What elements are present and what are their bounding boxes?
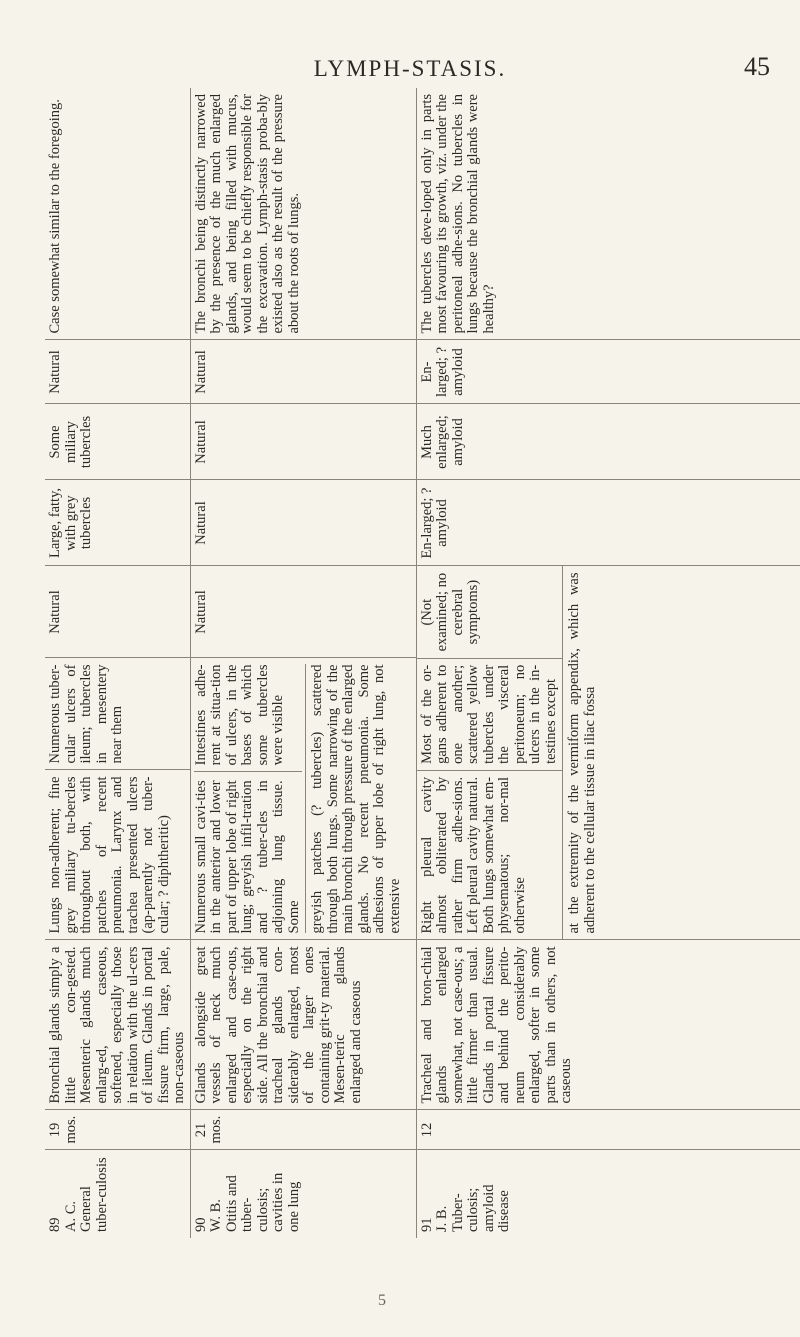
case-text: 89 A. C. General tuber-culosis bbox=[47, 1157, 110, 1232]
column-7-text: Large, fatty, with grey tubercles bbox=[47, 487, 94, 559]
duration-cell bbox=[45, 1110, 190, 1150]
case-cell bbox=[45, 1150, 190, 1238]
lungs-intestines-column6-cell bbox=[416, 566, 800, 940]
duration-text: 12 bbox=[418, 1122, 435, 1138]
column-7-cell bbox=[416, 480, 800, 566]
page-header bbox=[0, 52, 800, 92]
column-7-cell bbox=[190, 480, 416, 566]
page-number: 45 bbox=[744, 52, 770, 81]
column-8-cell bbox=[416, 404, 800, 480]
remarks-cell bbox=[416, 88, 800, 340]
table-row bbox=[416, 88, 800, 1238]
column-8-cell bbox=[190, 404, 416, 480]
duration-text: 19 mos. bbox=[47, 1115, 79, 1144]
column-9-cell bbox=[45, 340, 190, 404]
glands-text: Glands alongside great vessels of neck much enlarged and case-ous, especially on the right side. All the bronchial and tracheal glands con-siderably enlarged, most of the larger ones containing grit-ty material. Mesen-teric glands enlarged and caseous bbox=[192, 946, 364, 1104]
glands-text: Tracheal and bron-chial glands enlarged somewhat, not case-ous; a little firmer than usual. Glands in portal fissure and behind the perito-neum considerably enlarged, softer in some parts than in others, not caseous bbox=[418, 946, 574, 1104]
column-9-text: Natural bbox=[192, 350, 209, 394]
column-7-text: En-larged; ? amyloid bbox=[418, 487, 450, 559]
glands-cell bbox=[190, 940, 416, 1110]
lungs-intestines-split bbox=[194, 665, 307, 934]
remarks-text: The tubercles deve-loped only in parts most favouring its growth, viz. under the peritoneal adhe-sions. No tubercles in lungs because the bronchial glands were healthy? bbox=[418, 94, 497, 334]
remarks-cell bbox=[45, 88, 190, 340]
case-cell bbox=[190, 1150, 416, 1238]
glands-cell bbox=[45, 940, 190, 1110]
column-6-cell bbox=[45, 566, 190, 658]
case-table bbox=[45, 88, 800, 1238]
row-3-upper-split bbox=[417, 567, 564, 940]
column-7-cell bbox=[45, 480, 190, 566]
column-9-text: Natural bbox=[47, 350, 63, 394]
lungs-cell bbox=[45, 770, 190, 940]
lungs-text: Numerous small cavi-ties in the anterior and lower part of upper lobe of right lung; greyish infil-tration and ? tuber-cles in adjoining lung tissue. Some bbox=[192, 780, 302, 934]
intestines-text: Intestines adhe-rent at situa-tion of ulcers, in the bases of which some tubercles were visible bbox=[194, 665, 303, 773]
lungs-text: Lungs non-adherent; fine grey miliary tu-bercles throughout both, with patches of recent pneumonia. Larynx and trachea presented ulcers (ap-parently not tuber-cular; ? diphtheritic) bbox=[47, 776, 172, 934]
table-row bbox=[45, 88, 190, 1238]
rotated-table-area bbox=[45, 88, 775, 1238]
column-9-text: En-larged; ? amyloid bbox=[418, 346, 466, 398]
continuation-note: at the extremity of the vermiform appendix, which was adherent to the cellular tissue in iliac fossa bbox=[566, 572, 598, 934]
column-8-text: Much enlarged; amyloid bbox=[418, 415, 466, 469]
column-8-text: Natural bbox=[192, 420, 209, 464]
glands-text: Bronchial glands simply a little con-gested. Mesenteric glands much enlarg-ed, caseous, softened, especially those in relation with the ul-cers of ileum. Glands in portal fissure firm, large, pale, non-caseous bbox=[47, 946, 187, 1104]
duration-text: 21 mos. bbox=[192, 1115, 224, 1144]
lungs-text: Right pleural cavity almost obliterated by rather firm adhe-sions. Left pleural cavity natural. Both lungs somewhat em-physematous; nor-mal otherwise bbox=[418, 776, 528, 934]
case-text: 90 W. B. Otitis and tuber-culosis; cavities in one lung bbox=[192, 1172, 302, 1232]
column-7-text: Natural bbox=[192, 501, 209, 545]
column-9-cell bbox=[190, 340, 416, 404]
intestines-text: Most of the or-gans adherent to one another; scattered yellow tubercles under the visceral peritoneum; no ulcers in the in-testines except bbox=[417, 659, 563, 771]
duration-cell bbox=[416, 1110, 800, 1150]
rotated-table-frame bbox=[45, 88, 775, 1238]
case-text: 91 J. B. Tuber-culosis; amyloid disease bbox=[418, 1184, 512, 1232]
intestines-cell bbox=[45, 658, 190, 770]
lungs-and-intestines-cell bbox=[190, 658, 416, 940]
column-8-cell bbox=[45, 404, 190, 480]
column-6-text: Natural bbox=[192, 590, 209, 634]
remarks-text: The bronchi being distinctly narrowed by the presence of the much enlarged glands, and being filled with mucus, would seem to be chiefly responsible for the excavation. Lymph-stasis proba-bly existed also as the result of the pressure about the roots of lungs. bbox=[192, 94, 302, 334]
column-6-cell bbox=[190, 566, 416, 658]
lungs-continuation-text: greyish patches (? tubercles) scattered through both lungs. Some narrowing of the main bronchi through pressure of the enlarged glands. No recent pneumonia. Some adhesions of upper lobe of right lung, not extensive bbox=[309, 664, 403, 934]
duration-cell bbox=[190, 1110, 416, 1150]
running-head: LYMPH-STASIS. bbox=[313, 56, 507, 81]
table-row bbox=[190, 88, 416, 1238]
column-6-text: Natural bbox=[47, 590, 63, 634]
remarks-cell bbox=[190, 88, 416, 340]
remarks-text: Case somewhat similar to the foregoing. bbox=[47, 99, 63, 334]
case-cell bbox=[416, 1150, 800, 1238]
column-6-text: (Not examined; no cerebral symptoms) bbox=[417, 567, 563, 659]
signature-mark: 5 bbox=[378, 1292, 386, 1309]
column-8-text: Some miliary tubercles bbox=[47, 415, 94, 469]
intestines-text: Numerous tuber-cular ulcers of ileum; tubercles in mesentery near them bbox=[47, 664, 125, 764]
column-9-cell bbox=[416, 340, 800, 404]
glands-cell bbox=[416, 940, 800, 1110]
